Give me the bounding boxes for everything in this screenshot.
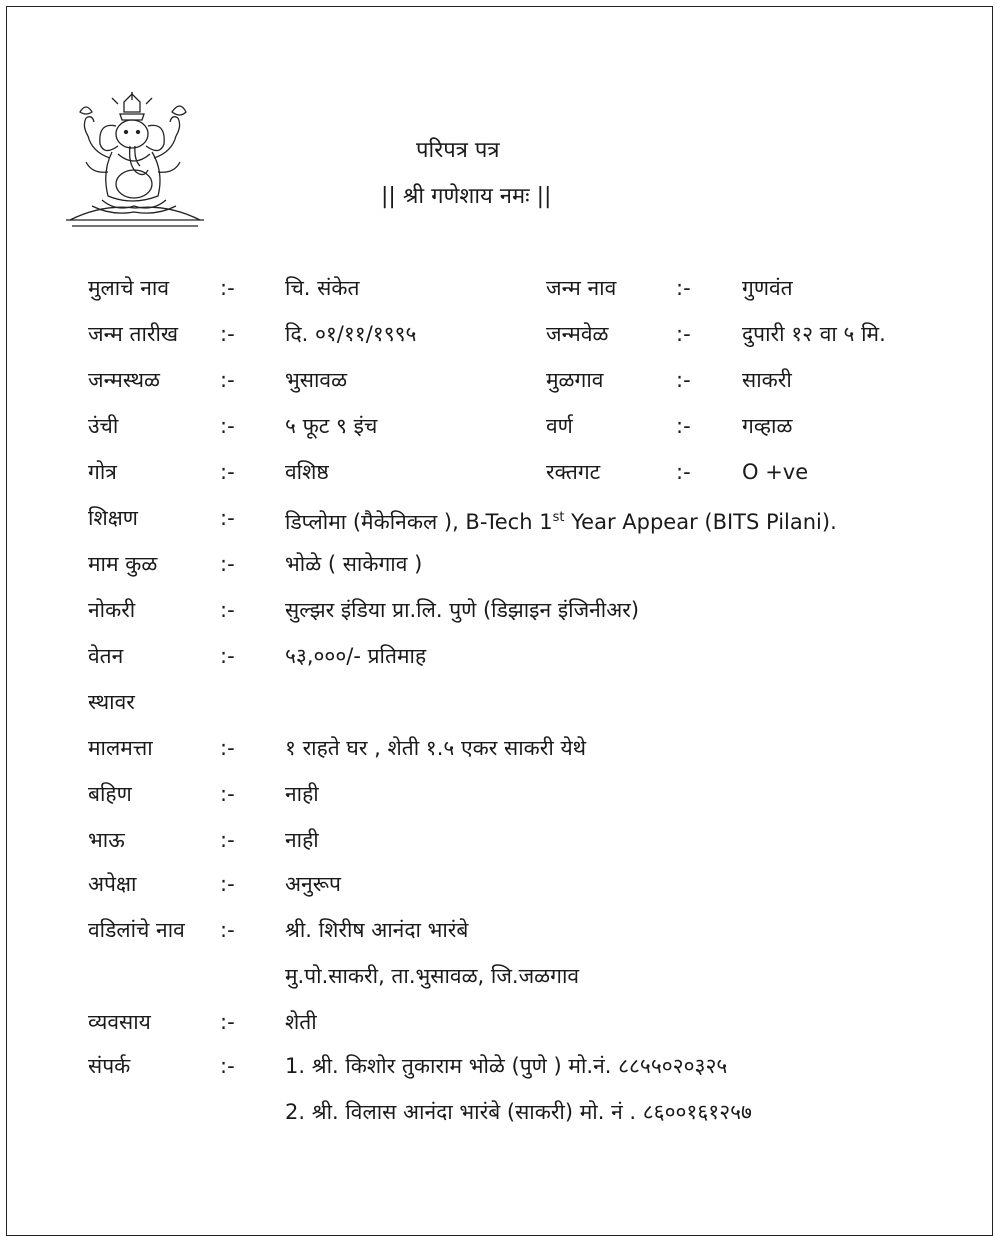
value-maternal-family: भोळे ( साकेगाव ) — [285, 552, 423, 576]
separator: :- — [220, 736, 235, 760]
label-native-place: मुळगाव — [546, 368, 604, 392]
separator: :- — [220, 368, 235, 392]
value-father-address: मु.पो.साकरी, ता.भुसावळ, जि.जळगाव — [285, 964, 580, 988]
separator: :- — [220, 506, 235, 530]
value-sister: नाही — [285, 782, 319, 806]
separator: :- — [220, 1054, 235, 1078]
separator: :- — [676, 276, 691, 300]
separator: :- — [220, 1010, 235, 1034]
separator: :- — [676, 414, 691, 438]
page-title: परिपत्र पत्र — [416, 138, 500, 163]
value-native-place: साकरी — [742, 368, 792, 392]
separator: :- — [220, 918, 235, 942]
separator: :- — [220, 828, 235, 852]
value-contact-1: 1. श्री. किशोर तुकाराम भोळे (पुणे ) मो.नं. ८८५५०२०३२५ — [285, 1054, 728, 1078]
label-father-name: वडिलांचे नाव — [88, 918, 185, 942]
separator: :- — [676, 322, 691, 346]
ganesha-icon — [62, 92, 208, 232]
label-brother: भाऊ — [88, 828, 125, 852]
value-brother: नाही — [285, 828, 319, 852]
value-salary: ५३,०००/- प्रतिमाह — [285, 644, 427, 668]
separator: :- — [220, 414, 235, 438]
label-education: शिक्षण — [88, 506, 138, 530]
value-property: १ राहते घर , शेती १.५ एकर साकरी येथे — [285, 736, 587, 760]
label-salary: वेतन — [88, 644, 124, 668]
separator: :- — [220, 322, 235, 346]
label-property-line2: मालमत्ता — [88, 736, 153, 760]
label-job: नोकरी — [88, 598, 136, 622]
education-superscript: st — [552, 510, 565, 525]
value-occupation: शेती — [285, 1010, 317, 1034]
value-child-name: चि. संकेत — [285, 276, 360, 300]
value-education — [285, 504, 837, 536]
separator: :- — [676, 460, 691, 484]
separator: :- — [220, 276, 235, 300]
label-sister: बहिण — [88, 782, 132, 806]
label-birth-date: जन्म तारीख — [88, 322, 179, 346]
label-maternal-family: माम कुळ — [88, 552, 158, 576]
label-birth-name: जन्म नाव — [546, 276, 617, 300]
label-child-name: मुलाचे नाव — [88, 276, 170, 300]
value-birth-date: दि. ०१/११/१९९५ — [285, 322, 417, 346]
separator: :- — [676, 368, 691, 392]
label-contact: संपर्क — [88, 1054, 131, 1078]
value-gotra: वशिष्ठ — [285, 460, 329, 484]
invocation-line: || श्री गणेशाय नमः || — [381, 184, 552, 209]
value-expectation: अनुरूप — [285, 872, 341, 896]
label-expectation: अपेक्षा — [88, 872, 137, 896]
label-birth-place: जन्मस्थळ — [88, 368, 160, 392]
label-complexion: वर्ण — [546, 414, 573, 438]
label-property-line1: स्थावर — [88, 690, 135, 714]
value-blood-group: O +ve — [742, 460, 809, 484]
value-birth-time: दुपारी १२ वा ५ मि. — [742, 322, 886, 346]
education-text: डिप्लोमा (मैकेनिकल ), B-Tech 1 — [285, 510, 553, 534]
label-gotra: गोत्र — [88, 460, 117, 484]
education-text-end: Year Appear (BITS Pilani). — [564, 510, 837, 534]
separator: :- — [220, 552, 235, 576]
value-complexion: गव्हाळ — [742, 414, 793, 438]
value-father-name: श्री. शिरीष आनंदा भारंबे — [285, 918, 469, 942]
separator: :- — [220, 782, 235, 806]
value-birth-name: गुणवंत — [742, 276, 793, 300]
separator: :- — [220, 598, 235, 622]
label-height: उंची — [88, 414, 119, 438]
separator: :- — [220, 460, 235, 484]
value-job: सुल्झर इंडिया प्रा.लि. पुणे (डिझाइन इंजिनीअर) — [285, 598, 640, 622]
value-contact-2: 2. श्री. विलास आनंदा भारंबे (साकरी) मो. नं . ८६००१६१२५७ — [285, 1100, 752, 1124]
label-occupation: व्यवसाय — [88, 1010, 151, 1034]
separator: :- — [220, 644, 235, 668]
label-blood-group: रक्तगट — [546, 460, 601, 484]
value-birth-place: भुसावळ — [285, 368, 348, 392]
separator: :- — [220, 872, 235, 896]
label-birth-time: जन्मवेळ — [546, 322, 609, 346]
value-height: ५ फूट ९ इंच — [285, 414, 378, 438]
